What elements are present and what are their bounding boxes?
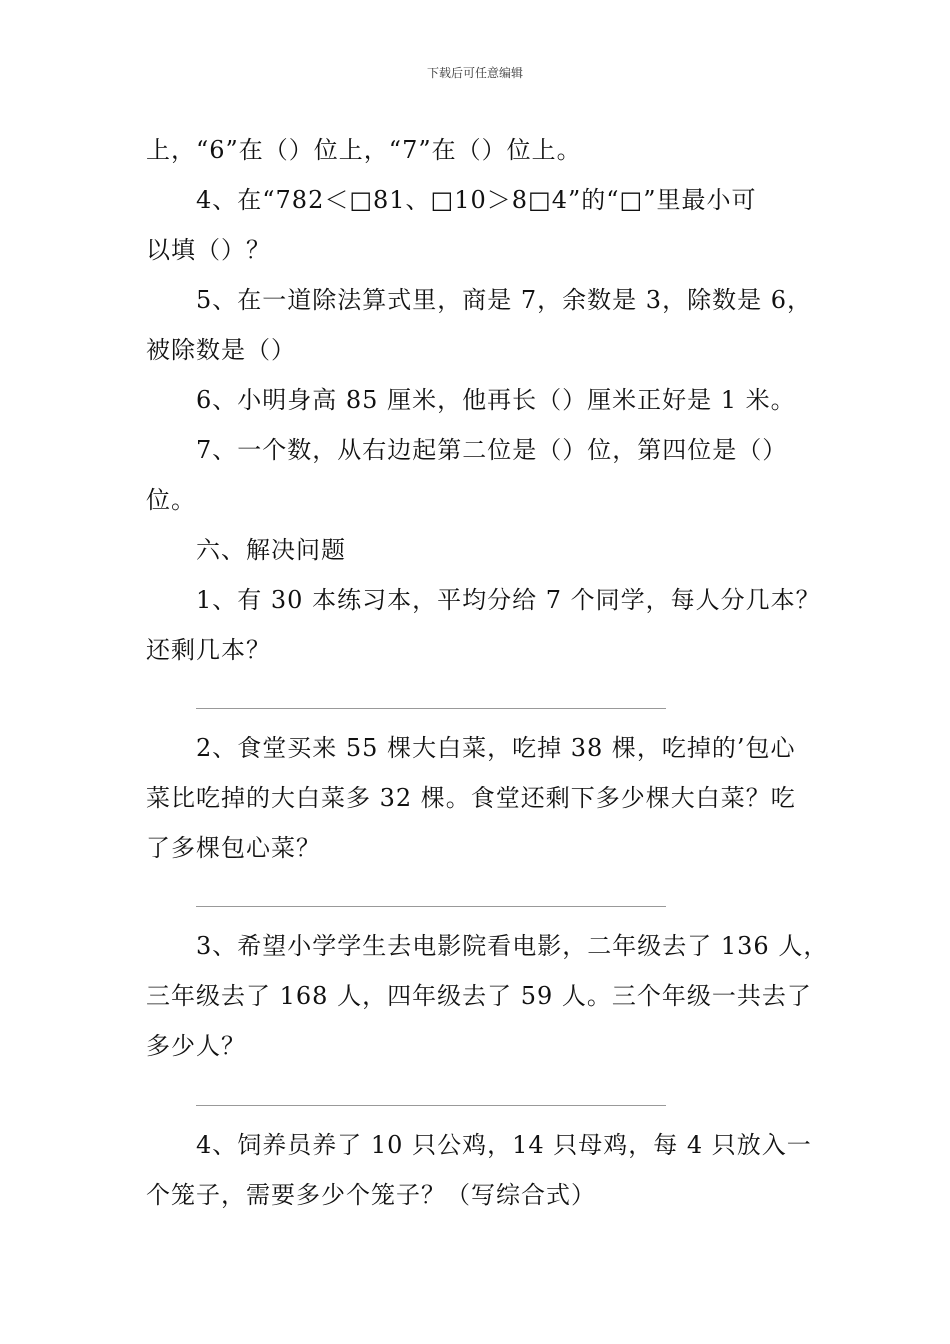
text-line: 上，“6”在（）位上，“7”在（）位上。 [146, 136, 582, 164]
section-heading: 六、解决问题 [196, 536, 346, 564]
text-line: 还剩几本？ [146, 636, 271, 664]
problem-1: 1、有 30 本练习本，平均分给 7 个同学，每人分几本？ [196, 586, 821, 614]
question-7: 7、一个数，从右边起第二位是（）位，第四位是（） [196, 436, 788, 464]
question-4: 4、在“782＜□81、□10＞8□4”的“□”里最小可 [196, 186, 757, 214]
problem-4: 4、饲养员养了 10 只公鸡，14 只母鸡，每 4 只放入一 [196, 1131, 812, 1159]
question-5: 5、在一道除法算式里，商是 7，余数是 3，除数是 6， [196, 286, 812, 314]
text-line: 被除数是（） [146, 336, 296, 364]
question-6: 6、小明身高 85 厘米，他再长（）厘米正好是 1 米。 [196, 386, 796, 414]
problem-2: 2、食堂买来 55 棵大白菜，吃掉 38 棵，吃掉的’包心 [196, 734, 796, 762]
answer-line [196, 708, 666, 709]
text-line: 以填（）？ [146, 236, 271, 264]
text-line: 多少人？ [146, 1032, 246, 1060]
answer-line [196, 906, 666, 907]
text-line: 了多棵包心菜？ [146, 834, 321, 862]
page-header: 下载后可任意编辑 [426, 66, 523, 80]
answer-line [196, 1105, 666, 1106]
text-line: 三年级去了 168 人，四年级去了 59 人。三个年级一共去了 [146, 982, 812, 1010]
text-line: 位。 [146, 486, 196, 514]
problem-3: 3、希望小学学生去电影院看电影，二年级去了 136 人， [196, 932, 829, 960]
text-line: 菜比吃掉的大白菜多 32 棵。食堂还剩下多少棵大白菜？吃 [146, 784, 796, 812]
text-line: 个笼子，需要多少个笼子？（写综合式） [146, 1181, 596, 1209]
